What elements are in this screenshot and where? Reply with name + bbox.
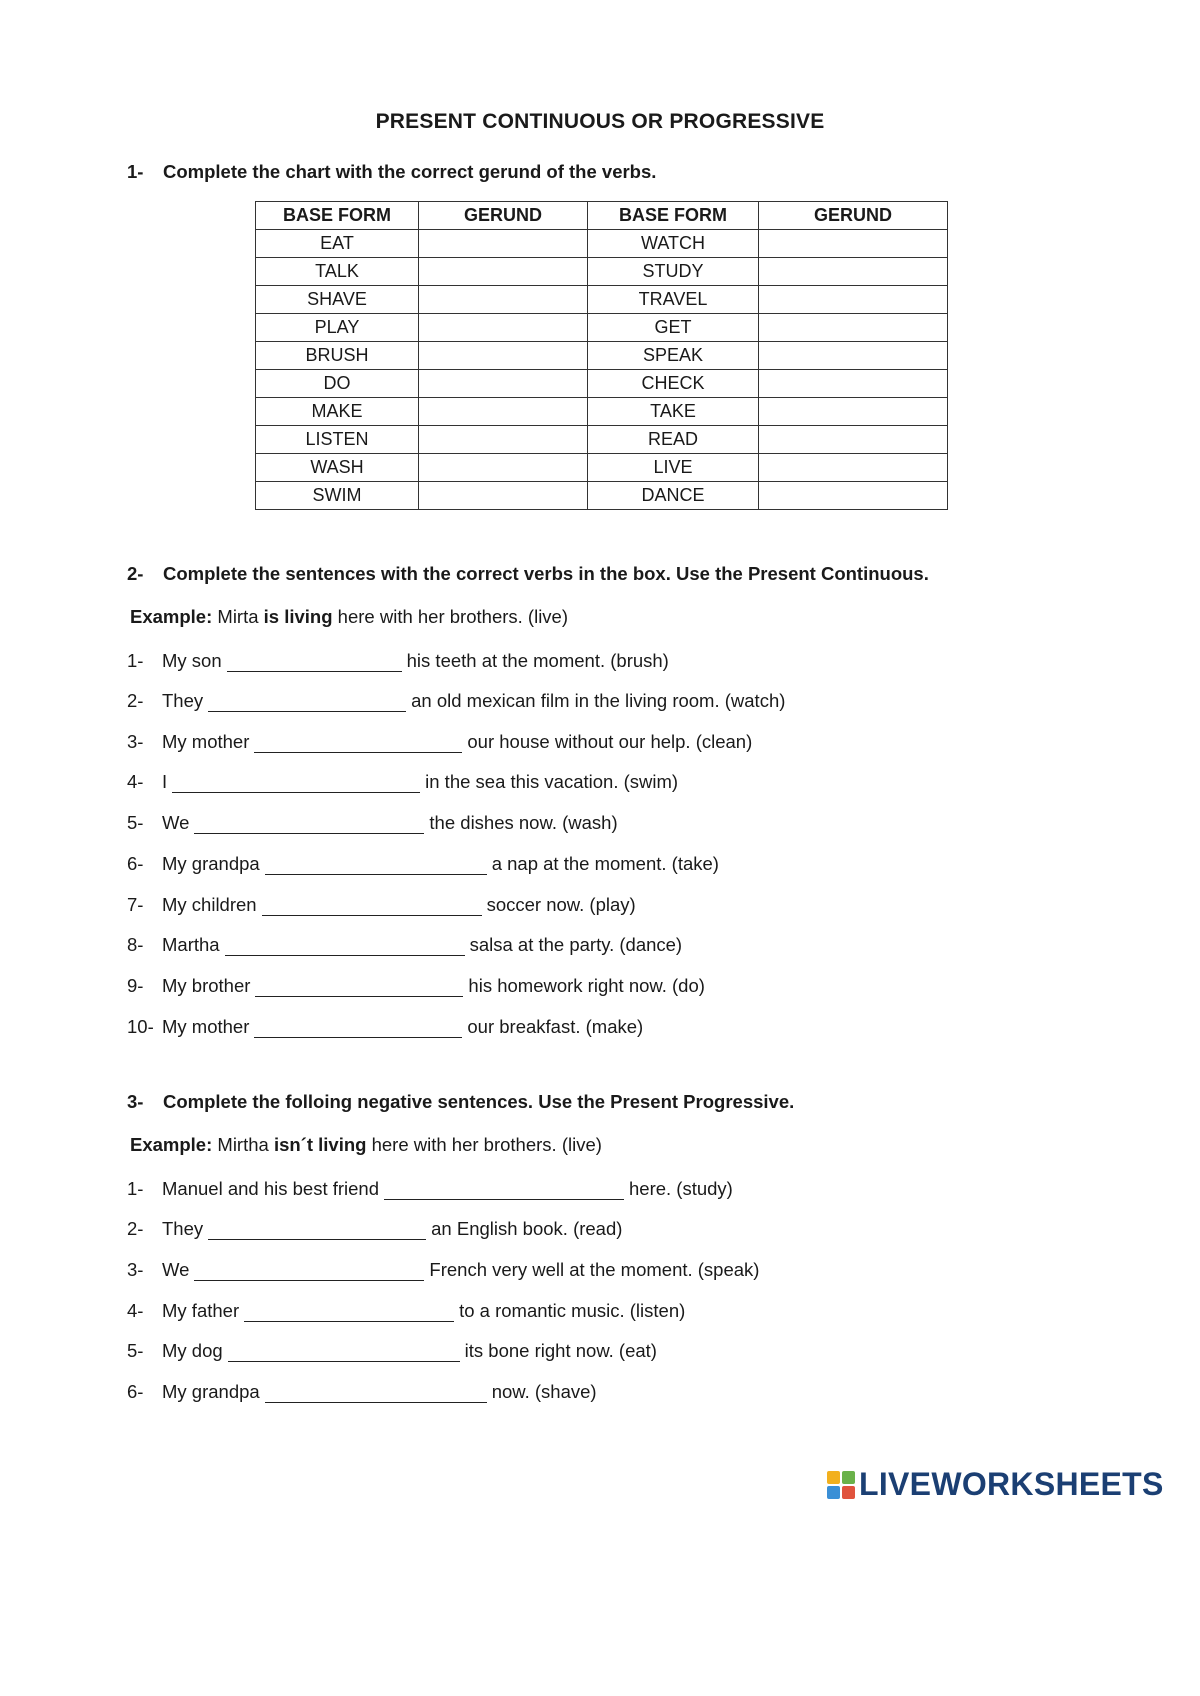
sentence-item bbox=[127, 650, 669, 672]
example-label: Example: bbox=[130, 606, 213, 627]
sentence-item bbox=[127, 1259, 759, 1281]
answer-blank[interactable] bbox=[244, 1303, 454, 1322]
sentence-rest: salsa at the party. (dance) bbox=[469, 934, 683, 955]
base-form-cell: READ bbox=[588, 426, 759, 454]
header-base-form: BASE FORM bbox=[588, 202, 759, 230]
answer-blank[interactable] bbox=[265, 856, 487, 875]
sentence-subject: My children bbox=[162, 894, 257, 915]
gerund-answer-cell[interactable] bbox=[419, 370, 588, 398]
item-number: 7- bbox=[127, 894, 144, 915]
item-number: 3- bbox=[127, 1259, 144, 1280]
item-number: 4- bbox=[127, 771, 144, 792]
sentence-rest: in the sea this vacation. (swim) bbox=[425, 771, 679, 792]
base-form-cell: GET bbox=[588, 314, 759, 342]
sentence-rest: French very well at the moment. (speak) bbox=[429, 1259, 760, 1280]
gerund-chart bbox=[255, 201, 948, 510]
sentence-item bbox=[127, 690, 785, 712]
section-number: 1- bbox=[127, 161, 144, 182]
chart-row bbox=[256, 482, 948, 510]
sentence-item bbox=[127, 771, 678, 793]
chart-row bbox=[256, 454, 948, 482]
base-form-cell: SHAVE bbox=[256, 286, 419, 314]
gerund-answer-cell[interactable] bbox=[759, 370, 948, 398]
sentence-subject: My mother bbox=[162, 731, 250, 752]
base-form-cell: PLAY bbox=[256, 314, 419, 342]
base-form-cell: SWIM bbox=[256, 482, 419, 510]
gerund-answer-cell[interactable] bbox=[419, 230, 588, 258]
gerund-answer-cell[interactable] bbox=[759, 426, 948, 454]
base-form-cell: DO bbox=[256, 370, 419, 398]
base-form-cell: TALK bbox=[256, 258, 419, 286]
section2-heading bbox=[127, 563, 929, 585]
item-number: 6- bbox=[127, 1381, 144, 1402]
sentence-subject: My grandpa bbox=[162, 1381, 260, 1402]
base-form-cell: WATCH bbox=[588, 230, 759, 258]
gerund-answer-cell[interactable] bbox=[419, 482, 588, 510]
example-answer: is living bbox=[263, 606, 333, 627]
gerund-answer-cell[interactable] bbox=[759, 342, 948, 370]
base-form-cell: STUDY bbox=[588, 258, 759, 286]
sentence-subject: My father bbox=[162, 1300, 240, 1321]
sentence-rest: the dishes now. (wash) bbox=[429, 812, 618, 833]
item-number: 2- bbox=[127, 1218, 144, 1239]
example-text: here with her brothers. (live) bbox=[332, 606, 568, 627]
sentence-rest: an English book. (read) bbox=[431, 1218, 623, 1239]
answer-blank[interactable] bbox=[172, 774, 420, 793]
item-number: 2- bbox=[127, 690, 144, 711]
sentence-item bbox=[127, 853, 719, 875]
sentence-subject: I bbox=[162, 771, 168, 792]
sentence-subject: My brother bbox=[162, 975, 251, 996]
header-gerund: GERUND bbox=[419, 202, 588, 230]
sentence-rest: a nap at the moment. (take) bbox=[491, 853, 719, 874]
base-form-cell: LISTEN bbox=[256, 426, 419, 454]
section-instruction: Complete the chart with the correct gerund of the verbs. bbox=[163, 161, 657, 182]
sentence-subject: Manuel and his best friend bbox=[162, 1178, 379, 1199]
sentence-item bbox=[127, 1218, 622, 1240]
base-form-cell: TRAVEL bbox=[588, 286, 759, 314]
sentence-subject: We bbox=[162, 1259, 190, 1280]
section-instruction: Complete the sentences with the correct verbs in the box. Use the Present Continuous. bbox=[163, 563, 929, 584]
gerund-answer-cell[interactable] bbox=[759, 286, 948, 314]
chart-row bbox=[256, 314, 948, 342]
item-number: 5- bbox=[127, 1340, 144, 1361]
example-text: here with her brothers. (live) bbox=[366, 1134, 602, 1155]
example-text: Mirta bbox=[212, 606, 264, 627]
answer-blank[interactable] bbox=[262, 897, 482, 916]
answer-blank[interactable] bbox=[265, 1384, 487, 1403]
item-number: 4- bbox=[127, 1300, 144, 1321]
sentence-subject: We bbox=[162, 812, 190, 833]
sentence-subject: My dog bbox=[162, 1340, 223, 1361]
item-number: 1- bbox=[127, 1178, 144, 1199]
item-number: 10- bbox=[127, 1016, 154, 1037]
section1-heading bbox=[127, 161, 656, 183]
answer-blank[interactable] bbox=[208, 1221, 426, 1240]
section-instruction: Complete the folloing negative sentences. Use the Present Progressive. bbox=[163, 1091, 795, 1112]
sentence-rest: its bone right now. (eat) bbox=[464, 1340, 657, 1361]
chart-row bbox=[256, 370, 948, 398]
gerund-answer-cell[interactable] bbox=[419, 398, 588, 426]
page-title: PRESENT CONTINUOUS OR PROGRESSIVE bbox=[375, 110, 825, 133]
answer-blank[interactable] bbox=[254, 1019, 462, 1038]
base-form-cell: EAT bbox=[256, 230, 419, 258]
gerund-answer-cell[interactable] bbox=[419, 342, 588, 370]
item-number: 3- bbox=[127, 731, 144, 752]
answer-blank[interactable] bbox=[228, 1343, 460, 1362]
section-number: 3- bbox=[127, 1091, 144, 1112]
answer-blank[interactable] bbox=[227, 653, 402, 672]
sentence-item bbox=[127, 1340, 657, 1362]
item-number: 8- bbox=[127, 934, 144, 955]
sentence-subject: My son bbox=[162, 650, 222, 671]
sentence-item bbox=[127, 894, 636, 916]
answer-blank[interactable] bbox=[384, 1181, 624, 1200]
chart-row bbox=[256, 286, 948, 314]
sentence-rest: our breakfast. (make) bbox=[467, 1016, 644, 1037]
item-number: 9- bbox=[127, 975, 144, 996]
chart-row bbox=[256, 426, 948, 454]
sentence-item bbox=[127, 1381, 597, 1403]
sentence-rest: an old mexican film in the living room. (watch) bbox=[411, 690, 786, 711]
logo-square bbox=[827, 1486, 840, 1499]
sentence-subject: My grandpa bbox=[162, 853, 260, 874]
gerund-answer-cell[interactable] bbox=[759, 230, 948, 258]
logo-square bbox=[827, 1471, 840, 1484]
section3-heading bbox=[127, 1091, 794, 1113]
sentence-subject: My mother bbox=[162, 1016, 250, 1037]
answer-blank[interactable] bbox=[225, 937, 465, 956]
logo-text: LIVEWORKSHEETS bbox=[859, 1466, 1164, 1502]
liveworksheets-logo bbox=[827, 1466, 1164, 1503]
section3-example bbox=[130, 1134, 602, 1156]
base-form-cell: LIVE bbox=[588, 454, 759, 482]
example-text: Mirtha bbox=[212, 1134, 274, 1155]
gerund-answer-cell[interactable] bbox=[419, 258, 588, 286]
sentence-rest: here. (study) bbox=[629, 1178, 733, 1199]
sentence-item bbox=[127, 1300, 685, 1322]
answer-blank[interactable] bbox=[194, 1262, 424, 1281]
base-form-cell: BRUSH bbox=[256, 342, 419, 370]
gerund-answer-cell[interactable] bbox=[759, 314, 948, 342]
sentence-subject: Martha bbox=[162, 934, 220, 955]
chart-row bbox=[256, 258, 948, 286]
sentence-item bbox=[127, 731, 752, 753]
sentence-rest: his homework right now. (do) bbox=[468, 975, 705, 996]
item-number: 5- bbox=[127, 812, 144, 833]
base-form-cell: WASH bbox=[256, 454, 419, 482]
gerund-answer-cell[interactable] bbox=[759, 258, 948, 286]
example-answer: isn´t living bbox=[273, 1134, 367, 1155]
sentence-item bbox=[127, 812, 618, 834]
logo-square bbox=[842, 1486, 855, 1499]
chart-row bbox=[256, 230, 948, 258]
logo-squares-icon bbox=[827, 1471, 855, 1499]
sentence-item bbox=[127, 1178, 733, 1200]
chart-row bbox=[256, 398, 948, 426]
gerund-answer-cell[interactable] bbox=[419, 314, 588, 342]
answer-blank[interactable] bbox=[254, 734, 462, 753]
answer-blank[interactable] bbox=[194, 815, 424, 834]
gerund-answer-cell[interactable] bbox=[759, 454, 948, 482]
gerund-answer-cell[interactable] bbox=[759, 398, 948, 426]
gerund-answer-cell[interactable] bbox=[419, 454, 588, 482]
item-number: 1- bbox=[127, 650, 144, 671]
gerund-answer-cell[interactable] bbox=[759, 482, 948, 510]
section-number: 2- bbox=[127, 563, 144, 584]
header-gerund: GERUND bbox=[759, 202, 948, 230]
sentence-item bbox=[127, 1016, 643, 1038]
header-base-form: BASE FORM bbox=[256, 202, 419, 230]
sentence-rest: soccer now. (play) bbox=[486, 894, 636, 915]
base-form-cell: CHECK bbox=[588, 370, 759, 398]
item-number: 6- bbox=[127, 853, 144, 874]
gerund-answer-cell[interactable] bbox=[419, 286, 588, 314]
sentence-item bbox=[127, 934, 682, 956]
logo-square bbox=[842, 1471, 855, 1484]
sentence-rest: his teeth at the moment. (brush) bbox=[406, 650, 669, 671]
sentence-rest: to a romantic music. (listen) bbox=[459, 1300, 686, 1321]
section2-example bbox=[130, 606, 568, 628]
base-form-cell: MAKE bbox=[256, 398, 419, 426]
sentence-rest: now. (shave) bbox=[491, 1381, 597, 1402]
sentence-subject: They bbox=[162, 690, 204, 711]
answer-blank[interactable] bbox=[208, 693, 406, 712]
sentence-item bbox=[127, 975, 705, 997]
sentence-rest: our house without our help. (clean) bbox=[467, 731, 753, 752]
sentence-subject: They bbox=[162, 1218, 204, 1239]
base-form-cell: TAKE bbox=[588, 398, 759, 426]
example-label: Example: bbox=[130, 1134, 213, 1155]
gerund-answer-cell[interactable] bbox=[419, 426, 588, 454]
base-form-cell: DANCE bbox=[588, 482, 759, 510]
base-form-cell: SPEAK bbox=[588, 342, 759, 370]
answer-blank[interactable] bbox=[255, 978, 463, 997]
chart-row bbox=[256, 342, 948, 370]
